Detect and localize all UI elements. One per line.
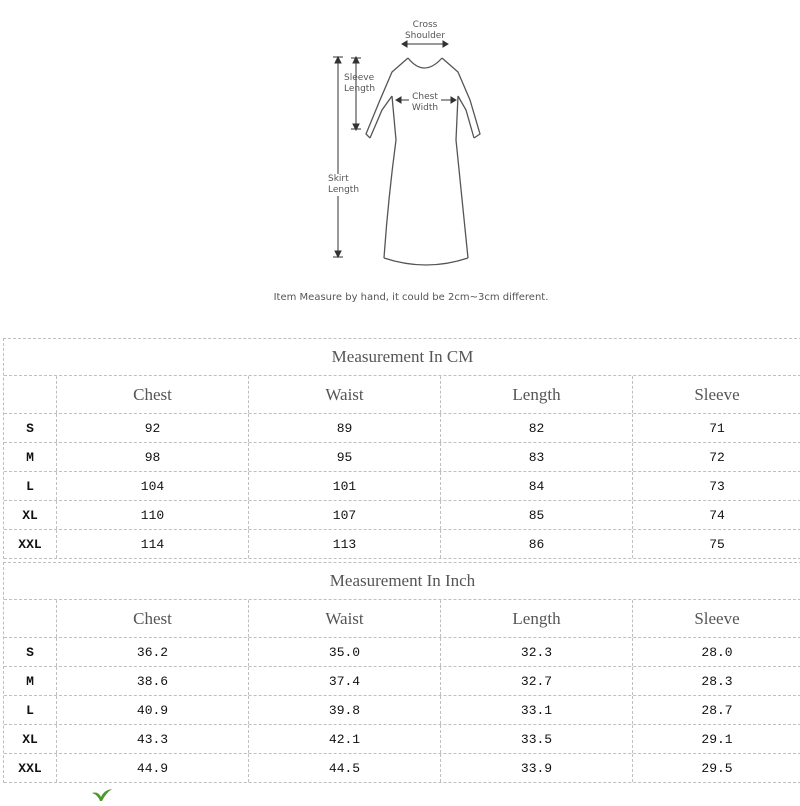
cm-header-sleeve: Sleeve bbox=[694, 384, 740, 404]
chest-cell: 38.6 bbox=[57, 667, 249, 695]
table-row bbox=[4, 530, 800, 559]
table-row bbox=[4, 443, 800, 472]
length-cell: 82 bbox=[441, 414, 633, 442]
table-row bbox=[4, 414, 800, 443]
sleeve-cell: 28.0 bbox=[701, 644, 733, 660]
size-cell: M bbox=[4, 443, 57, 471]
cm-header-chest: Chest bbox=[57, 376, 249, 413]
inch-header-chest: Chest bbox=[57, 600, 249, 637]
chest-cell: 92 bbox=[57, 414, 249, 442]
length-cell: 83 bbox=[441, 443, 633, 471]
sleeve-cell: 71 bbox=[709, 420, 725, 436]
table-row bbox=[4, 754, 800, 783]
sleeve-cell: 28.3 bbox=[701, 673, 733, 689]
sleeve-length-label-line1: Sleeve bbox=[344, 73, 375, 83]
size-cell: L bbox=[4, 472, 57, 500]
chest-cell: 114 bbox=[57, 530, 249, 558]
size-cell: XXL bbox=[4, 754, 57, 782]
measurement-note: Item Measure by hand, it could be 2cm~3cm different. bbox=[273, 292, 549, 303]
cross-shoulder-label bbox=[400, 20, 450, 42]
chest-cell: 43.3 bbox=[57, 725, 249, 753]
cross-shoulder-label-line1: Cross bbox=[412, 20, 438, 30]
table-row bbox=[4, 472, 800, 501]
table-row bbox=[4, 725, 800, 754]
length-cell: 32.7 bbox=[441, 667, 633, 695]
table-row bbox=[4, 667, 800, 696]
chest-cell: 98 bbox=[57, 443, 249, 471]
chest-width-label-line1: Chest bbox=[412, 92, 438, 102]
waist-cell: 95 bbox=[249, 443, 441, 471]
leaf-icon bbox=[90, 788, 116, 806]
length-cell: 86 bbox=[441, 530, 633, 558]
table-row bbox=[4, 696, 800, 725]
sleeve-cell: 75 bbox=[709, 536, 725, 552]
skirt-length-label-line1: Skirt bbox=[328, 174, 349, 184]
sleeve-cell: 73 bbox=[709, 478, 725, 494]
inch-header-sleeve: Sleeve bbox=[694, 608, 740, 628]
waist-cell: 35.0 bbox=[249, 638, 441, 666]
waist-cell: 42.1 bbox=[249, 725, 441, 753]
chest-cell: 36.2 bbox=[57, 638, 249, 666]
size-cell: S bbox=[4, 414, 57, 442]
inch-table-title: Measurement In Inch bbox=[4, 563, 800, 600]
inch-size-table bbox=[3, 562, 800, 783]
cm-table-title: Measurement In CM bbox=[4, 339, 800, 376]
chest-width-label-line2: Width bbox=[411, 103, 439, 113]
cm-header-length: Length bbox=[441, 376, 633, 413]
size-cell: XL bbox=[4, 501, 57, 529]
sleeve-cell: 29.1 bbox=[701, 731, 733, 747]
length-cell: 33.9 bbox=[441, 754, 633, 782]
cm-header-size bbox=[4, 376, 57, 413]
table-row bbox=[4, 638, 800, 667]
sleeve-length-label bbox=[344, 73, 380, 95]
sleeve-cell: 74 bbox=[709, 507, 725, 523]
cm-table-header-row bbox=[4, 376, 800, 414]
waist-cell: 37.4 bbox=[249, 667, 441, 695]
skirt-length-label bbox=[328, 174, 364, 196]
size-cell: M bbox=[4, 667, 57, 695]
inch-header-size bbox=[4, 600, 57, 637]
length-cell: 32.3 bbox=[441, 638, 633, 666]
cross-shoulder-label-line2: Shoulder bbox=[404, 31, 446, 41]
size-cell: L bbox=[4, 696, 57, 724]
sleeve-length-label-line2: Length bbox=[344, 84, 376, 94]
waist-cell: 39.8 bbox=[249, 696, 441, 724]
sleeve-cell: 72 bbox=[709, 449, 725, 465]
chest-cell: 40.9 bbox=[57, 696, 249, 724]
length-cell: 33.5 bbox=[441, 725, 633, 753]
chest-cell: 104 bbox=[57, 472, 249, 500]
dress-measurement-diagram bbox=[0, 0, 800, 330]
table-row bbox=[4, 501, 800, 530]
size-cell: XL bbox=[4, 725, 57, 753]
inch-table-header-row bbox=[4, 600, 800, 638]
length-cell: 33.1 bbox=[441, 696, 633, 724]
waist-cell: 44.5 bbox=[249, 754, 441, 782]
inch-header-waist: Waist bbox=[249, 600, 441, 637]
waist-cell: 107 bbox=[249, 501, 441, 529]
chest-cell: 110 bbox=[57, 501, 249, 529]
sleeve-cell: 28.7 bbox=[701, 702, 733, 718]
chest-width-label bbox=[409, 92, 441, 114]
cm-size-table bbox=[3, 338, 800, 559]
chest-cell: 44.9 bbox=[57, 754, 249, 782]
inch-header-length: Length bbox=[441, 600, 633, 637]
dress-outline bbox=[366, 58, 480, 265]
length-cell: 85 bbox=[441, 501, 633, 529]
skirt-length-arrow bbox=[333, 57, 343, 257]
skirt-length-label-line2: Length bbox=[328, 185, 360, 195]
sleeve-cell: 29.5 bbox=[701, 760, 733, 776]
waist-cell: 89 bbox=[249, 414, 441, 442]
size-cell: S bbox=[4, 638, 57, 666]
cm-header-waist: Waist bbox=[249, 376, 441, 413]
waist-cell: 113 bbox=[249, 530, 441, 558]
waist-cell: 101 bbox=[249, 472, 441, 500]
size-cell: XXL bbox=[4, 530, 57, 558]
length-cell: 84 bbox=[441, 472, 633, 500]
dress-illustration bbox=[0, 0, 800, 330]
